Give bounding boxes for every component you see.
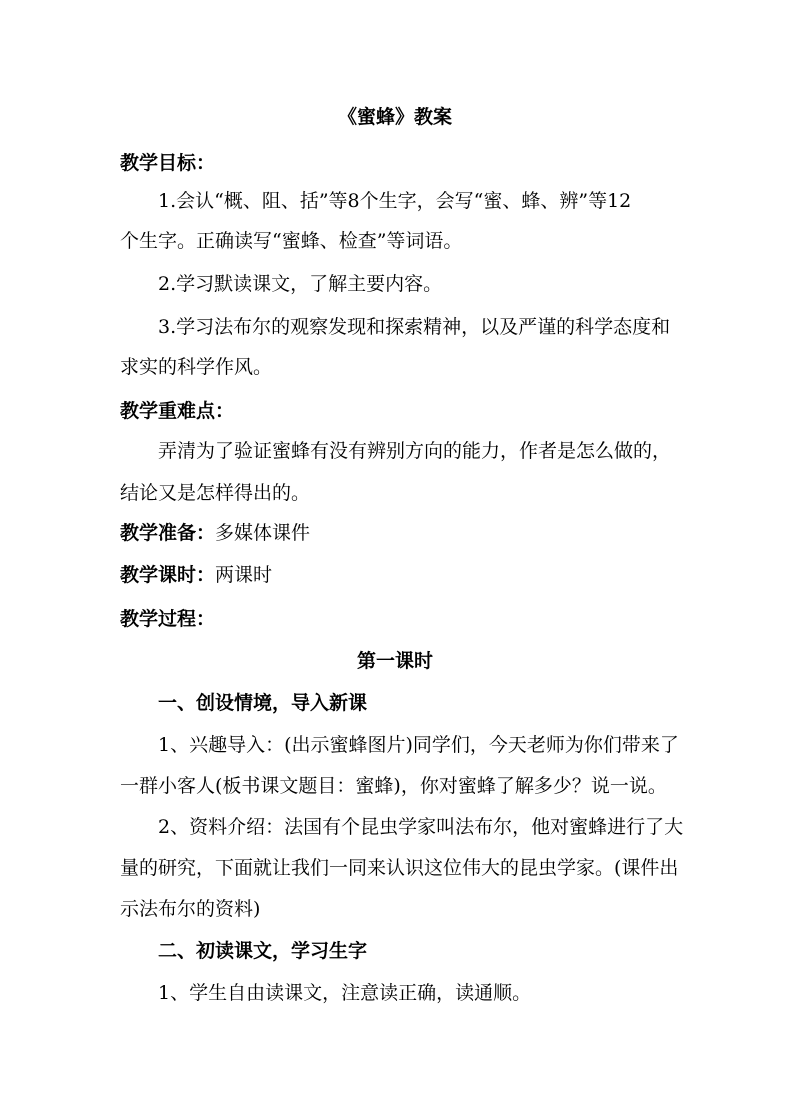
section-2-heading: 二、初读课文，学习生字 bbox=[158, 940, 368, 962]
objective-3-line-1: 3.学习法布尔的观察发现和探索精神，以及严谨的科学态度和 bbox=[158, 316, 671, 338]
preparation-value: 多媒体课件 bbox=[215, 522, 311, 544]
section-1-item-2-line-1: 2、资料介绍：法国有个昆虫学家叫法布尔，他对蜜蜂进行了大 bbox=[158, 816, 684, 838]
document-title: 《蜜蜂》教案 bbox=[337, 106, 452, 128]
preparation-label: 教学准备： bbox=[120, 522, 216, 544]
objective-1-line-2: 个生字。正确读写“蜜蜂、检查”等词语。 bbox=[120, 230, 463, 252]
process-heading: 教学过程： bbox=[120, 608, 216, 630]
key-points-line-2: 结论又是怎样得出的。 bbox=[120, 482, 311, 504]
objectives-heading: 教学目标： bbox=[120, 152, 216, 174]
section-2-item-1: 1、学生自由读课文，注意读正确，读通顺。 bbox=[158, 982, 532, 1004]
objective-2: 2.学习默读课文，了解主要内容。 bbox=[158, 273, 443, 295]
key-points-heading: 教学重难点： bbox=[120, 400, 235, 422]
section-1-heading: 一、创设情境，导入新课 bbox=[158, 692, 368, 714]
key-points-line-1: 弄清为了验证蜜蜂有没有辨别方向的能力，作者是怎么做的， bbox=[158, 440, 672, 462]
section-1-item-2-line-2: 量的研究，下面就让我们一同来认识这位伟大的昆虫学家。(课件出 bbox=[120, 857, 679, 879]
lesson-1-heading: 第一课时 bbox=[356, 650, 433, 672]
hours-row bbox=[120, 562, 680, 588]
hours-label: 教学课时： bbox=[120, 564, 216, 586]
section-1-item-1-line-2: 一群小客人(板书课文题目：蜜蜂)，你对蜜蜂了解多少？说一说。 bbox=[120, 775, 667, 797]
objective-1-line-1: 1.会认“概、阻、括”等8个生字，会写“蜜、蜂、辨”等12 bbox=[158, 190, 632, 212]
section-1-item-1-line-1: 1、兴趣导入：(出示蜜蜂图片)同学们，今天老师为你们带来了 bbox=[158, 734, 679, 756]
objective-3-line-2: 求实的科学作风。 bbox=[120, 356, 273, 378]
section-1-item-2-line-3: 示法布尔的资料) bbox=[120, 898, 261, 920]
preparation-row bbox=[120, 520, 680, 546]
hours-value: 两课时 bbox=[215, 564, 273, 586]
